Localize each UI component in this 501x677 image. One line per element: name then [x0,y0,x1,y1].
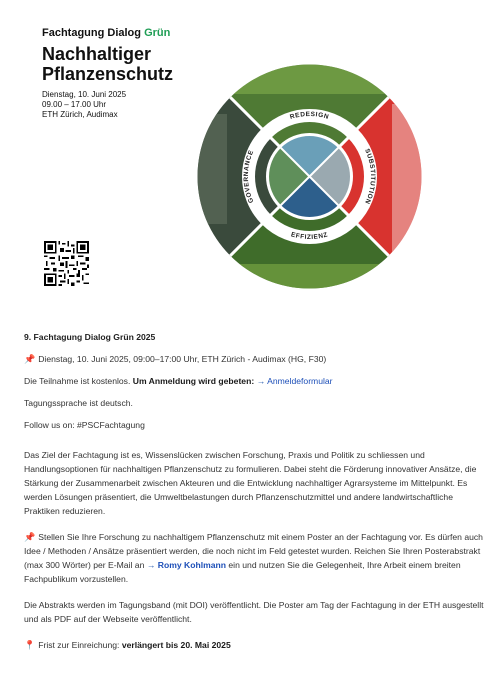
arrow-right-icon: → [256,376,266,386]
topic-wheel-graphic [197,64,422,289]
intro-paragraph: Das Ziel der Fachtagung ist es, Wissenslücken zwischen Forschung, Praxis und Politik zu schliessen und Handlungsoptionen für nachhaltigen Pflanzenschutz zu formulieren. Dabei steht die Förderung innovativer Ansätze, die Stärkung der Zusammenarbeit zwischen Akteuren und die Entwicklung nachhaltiger Agrarsysteme im Mittelpunkt. Es werden Lösungen präsentiert, die Umweltbelastungen durch Pflanzenschutzmittel und andere landwirtschaftliche Praktiken reduzieren. [24,450,477,516]
event-line [24,352,484,366]
deadline-label: Frist zur Einreichung: [38,640,120,650]
wheel-label-effizienz: EFFIZIENZ [290,231,329,242]
article-heading: 9. Fachtagung Dialog Grün 2025 [24,332,156,342]
wheel-label-substitution: SUBSTITUTION [363,147,377,206]
deadline-value: verlängert bis 20. Mai 2025 [121,640,231,650]
qr-code-icon[interactable] [44,241,89,286]
map-pin-icon: 📍 [24,640,36,650]
poster-paragraph [24,530,484,586]
event-line-text: Dienstag, 10. Juni 2025, 09:00–17:00 Uhr, ETH Zürich - Audimax (HG, F30) [38,354,327,364]
article-body [24,330,484,660]
flyer-kicker [42,27,170,39]
flyer-info [42,90,126,120]
flyer-venue: ETH Zürich, Audimax [42,110,118,119]
pin-icon: 📌 [24,354,36,364]
flyer-time: 09.00 – 17.00 Uhr [42,100,107,109]
follow-line: Follow us on: #PSCFachtagung [24,420,145,430]
wheel-label-governance: GOVERNANCE [242,149,256,204]
language-line: Tagungssprache ist deutsch. [24,398,133,408]
poster-text-b: ein und nutzen Sie die Gelegenheit, Ihre Arbeit einem breiten Fachpublikum vorzustellen. [24,560,461,584]
flyer-title: Nachhaltiger Pflanzenschutz [42,44,174,84]
flyer-date: Dienstag, 10. Juni 2025 [42,90,127,99]
kicker-text: Fachtagung Dialog [42,27,141,39]
free-text: Die Teilnahme ist kostenlos. [24,376,131,386]
kicker-accent: Grün [144,27,171,39]
deadline-line [24,638,484,652]
abstracts-paragraph: Die Abstrakts werden im Tagungsband (mit DOI) veröffentlicht. Die Poster am Tag der Fachtagung in der ETH ausgestellt und als PDF auf der Webseite veröffentlicht. [24,600,484,624]
wheel-label-redesign: REDESIGN [289,110,330,121]
registration-line [24,374,484,388]
event-flyer [0,0,501,310]
register-request: Um Anmeldung wird gebeten: [132,376,255,386]
pin-icon: 📌 [24,532,36,542]
register-link[interactable]: Anmeldeformular [267,376,333,386]
contact-link[interactable]: Romy Kohlmann [157,560,227,570]
arrow-right-icon: → [146,560,156,570]
poster-text-a: Stellen Sie Ihre Forschung zu nachhaltigem Pflanzenschutz mit einem Poster an der Fachtagung vor. Es dürfen auch Idee / Methoden / Ansätze präsentiert werden, die noch nicht im Feld getestet wurden. Reichen Sie Ihren Posterabstrakt (max 300 Wörter) per E-Mail an [24,532,483,570]
